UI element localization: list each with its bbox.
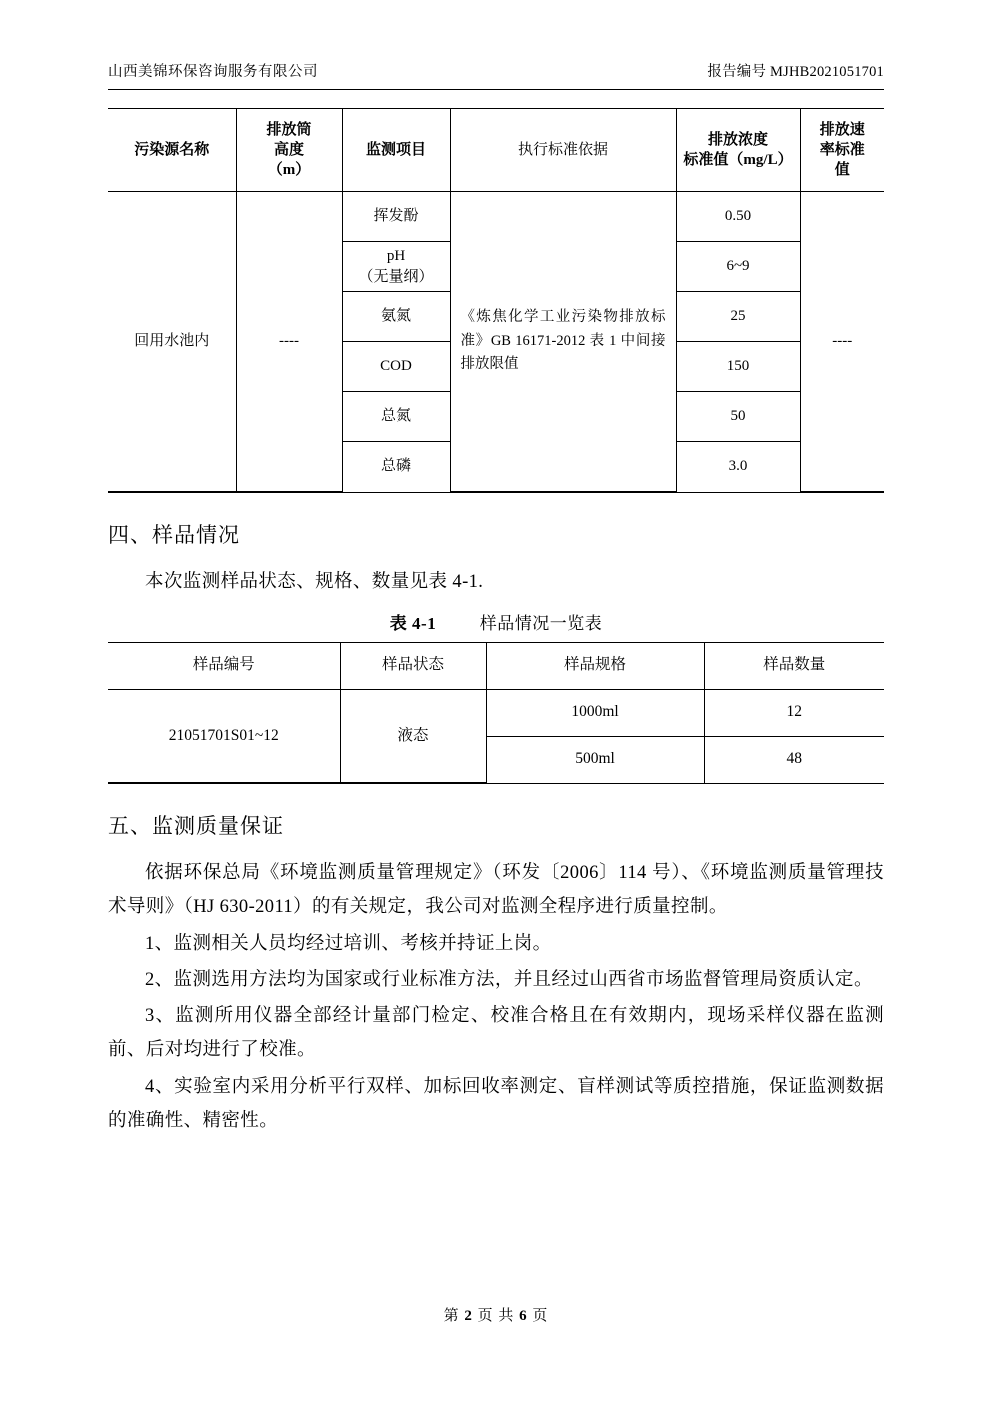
col-concentration-line1: 排放浓度 bbox=[707, 131, 768, 148]
header-report-number: 报告编号 MJHB2021051701 bbox=[707, 64, 884, 80]
col-concentration-line2: 标准值（mg/L） bbox=[683, 152, 793, 168]
section5-paragraph-1: 1、监测相关人员均经过培训、考核并持证上岗。 bbox=[145, 933, 552, 954]
footer-page-number: 2 bbox=[464, 1308, 473, 1324]
col-stack-height-line2: 高度 bbox=[273, 141, 304, 158]
col-rate-standard bbox=[800, 109, 884, 192]
cell-item-5: 总磷 bbox=[342, 442, 450, 492]
col-sample-count: 样品数量 bbox=[704, 643, 884, 690]
cell-sample-no: 21051701S01~12 bbox=[108, 689, 340, 783]
cell-item-2: 氨氮 bbox=[342, 292, 450, 342]
section5-paragraph-2: 2、监测选用方法均为国家或行业标准方法，并且经过山西省市场监督管理局资质认定。 bbox=[145, 969, 873, 990]
sample-table bbox=[108, 643, 884, 784]
cell-value-0: 0.50 bbox=[676, 192, 800, 242]
col-monitor-item: 监测项目 bbox=[342, 109, 450, 192]
cell-item-4: 总氮 bbox=[342, 392, 450, 442]
col-sample-no: 样品编号 bbox=[108, 643, 340, 690]
cell-sample-spec-0: 1000ml bbox=[486, 689, 704, 736]
sample-table-header-row bbox=[108, 643, 884, 690]
standards-table-wrapper bbox=[108, 108, 884, 493]
cell-standard-basis: 《炼焦化学工业污染物排放标准》GB 16171-2012 表 1 中间接排放限值 bbox=[450, 192, 676, 492]
col-source-name: 污染源名称 bbox=[108, 109, 236, 192]
col-standard-basis: 执行标准依据 bbox=[450, 109, 676, 192]
cell-value-1: 6~9 bbox=[676, 242, 800, 292]
col-sample-state: 样品状态 bbox=[340, 643, 486, 690]
section5-paragraph-4: 4、实验室内采用分析平行双样、加标回收率测定、盲样测试等质控措施，保证监测数据的准确性、精密性。 bbox=[108, 1076, 884, 1131]
cell-stack-height: ---- bbox=[236, 192, 342, 492]
cell-sample-spec-1: 500ml bbox=[486, 736, 704, 783]
header-divider bbox=[108, 89, 884, 90]
footer-middle: 页 共 bbox=[477, 1308, 515, 1324]
sample-table-caption-number: 表 4-1 bbox=[389, 613, 437, 633]
col-rate-line3: 值 bbox=[834, 162, 850, 179]
cell-sample-state: 液态 bbox=[340, 689, 486, 783]
cell-item-0: 挥发酚 bbox=[342, 192, 450, 242]
col-stack-height-line3: （m） bbox=[267, 162, 311, 179]
footer-prefix: 第 bbox=[443, 1308, 460, 1324]
cell-value-3: 150 bbox=[676, 342, 800, 392]
sample-table-caption-text: 样品情况一览表 bbox=[479, 613, 603, 633]
page-footer bbox=[0, 1304, 992, 1325]
cell-source-name: 回用水池内 bbox=[108, 192, 236, 492]
section5-paragraph-3: 3、监测所用仪器全部经计量部门检定、校准合格且在有效期内，现场采样仪器在监测前、后对均进行了校准。 bbox=[108, 1006, 884, 1061]
cell-value-5: 3.0 bbox=[676, 442, 800, 492]
footer-total-pages: 6 bbox=[519, 1308, 528, 1324]
footer-suffix: 页 bbox=[532, 1308, 549, 1324]
standards-table-header-row bbox=[108, 109, 884, 192]
col-rate-line1: 排放速 bbox=[819, 121, 865, 138]
standards-table bbox=[108, 109, 884, 492]
col-rate-line2: 率标准 bbox=[819, 141, 865, 158]
table-row bbox=[108, 192, 884, 242]
cell-item-1-line2: （无量纲） bbox=[358, 268, 434, 285]
col-sample-spec: 样品规格 bbox=[486, 643, 704, 690]
col-stack-height-line1: 排放筒 bbox=[266, 121, 312, 138]
cell-value-2: 25 bbox=[676, 292, 800, 342]
cell-sample-count-0: 12 bbox=[704, 689, 884, 736]
cell-item-1 bbox=[342, 242, 450, 292]
header-company: 山西美锦环保咨询服务有限公司 bbox=[108, 64, 318, 80]
col-stack-height bbox=[236, 109, 342, 192]
cell-rate-value: ---- bbox=[800, 192, 884, 492]
cell-item-3: COD bbox=[342, 342, 450, 392]
col-concentration bbox=[676, 109, 800, 192]
sample-table-caption bbox=[108, 609, 884, 634]
section4-intro: 本次监测样品状态、规格、数量见表 4-1. bbox=[145, 571, 484, 592]
section5-paragraph-0: 依据环保总局《环境监测质量管理规定》（环发〔2006〕114 号）、《环境监测质量管理技术导则》（HJ 630-2011）的有关规定，我公司对监测全程序进行质量控制。 bbox=[108, 863, 884, 918]
section-heading-4: 四、样品情况 bbox=[108, 522, 240, 547]
page-header bbox=[108, 60, 884, 89]
section-heading-5: 五、监测质量保证 bbox=[108, 814, 284, 839]
cell-item-1-line1: pH bbox=[386, 248, 406, 265]
sample-table-wrapper bbox=[108, 642, 884, 785]
cell-value-4: 50 bbox=[676, 392, 800, 442]
table-row bbox=[108, 689, 884, 736]
cell-sample-count-1: 48 bbox=[704, 736, 884, 783]
